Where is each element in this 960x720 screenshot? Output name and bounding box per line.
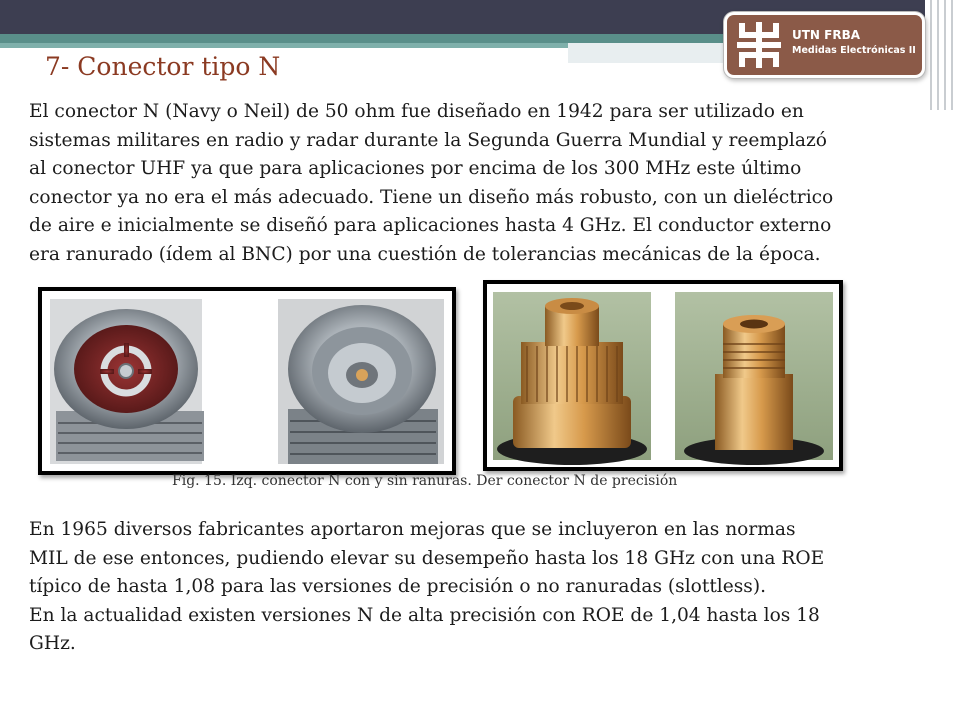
paragraph-line: de aire e inicialmente se diseñó para aplicaciones hasta 4 GHz. El conductor externo bbox=[29, 215, 832, 236]
logo-title: UTN FRBA bbox=[792, 28, 861, 42]
figure-caption: Fig. 15. Izq. conector N con y sin ranuras. Der conector N de precisión bbox=[172, 473, 678, 489]
paragraph-line: En la actualidad existen versiones N de alta precisión con ROE de 1,04 hasta los 18 bbox=[29, 604, 820, 626]
decor-line bbox=[944, 0, 946, 110]
logo-subtitle: Medidas Electrónicas II bbox=[792, 45, 916, 56]
utn-logo-badge bbox=[727, 15, 922, 75]
slide-title: 7- Conector tipo N bbox=[45, 52, 281, 81]
closing-paragraph bbox=[29, 516, 824, 659]
decor-line bbox=[930, 0, 932, 110]
paragraph-line: típico de hasta 1,08 para las versiones de precisión o no ranuradas (slottless). bbox=[29, 576, 766, 597]
paragraph-line: El conector N (Navy o Neil) de 50 ohm fue diseñado en 1942 para ser utilizado en bbox=[29, 101, 804, 122]
paragraph-line: era ranurado (ídem al BNC) por una cuestión de tolerancias mecánicas de la época. bbox=[29, 243, 821, 265]
paragraph-line: sistemas militares en radio y radar durante la Segunda Guerra Mundial y reemplazó bbox=[29, 129, 827, 151]
paragraph-line: En 1965 diversos fabricantes aportaron mejoras que se incluyeron en las normas bbox=[29, 519, 796, 540]
photo-precision-connectors bbox=[483, 280, 843, 471]
photo-slotted-connectors bbox=[38, 287, 456, 475]
decor-line bbox=[937, 0, 939, 110]
header-stripe-light bbox=[0, 43, 568, 48]
paragraph-line: MIL de ese entonces, pudiendo elevar su desempeño hasta los 18 GHz con una ROE bbox=[29, 547, 825, 569]
paragraph-line: al conector UHF ya que para aplicaciones por encima de los 300 MHz este último bbox=[29, 158, 802, 179]
decor-line bbox=[951, 0, 953, 110]
intro-paragraph bbox=[29, 98, 833, 269]
paragraph-line: GHz. bbox=[29, 633, 76, 654]
paragraph-line: conector ya no era el más adecuado. Tiene un diseño más robusto, con un dieléctrico bbox=[29, 186, 834, 208]
utn-logo-icon bbox=[736, 21, 782, 69]
